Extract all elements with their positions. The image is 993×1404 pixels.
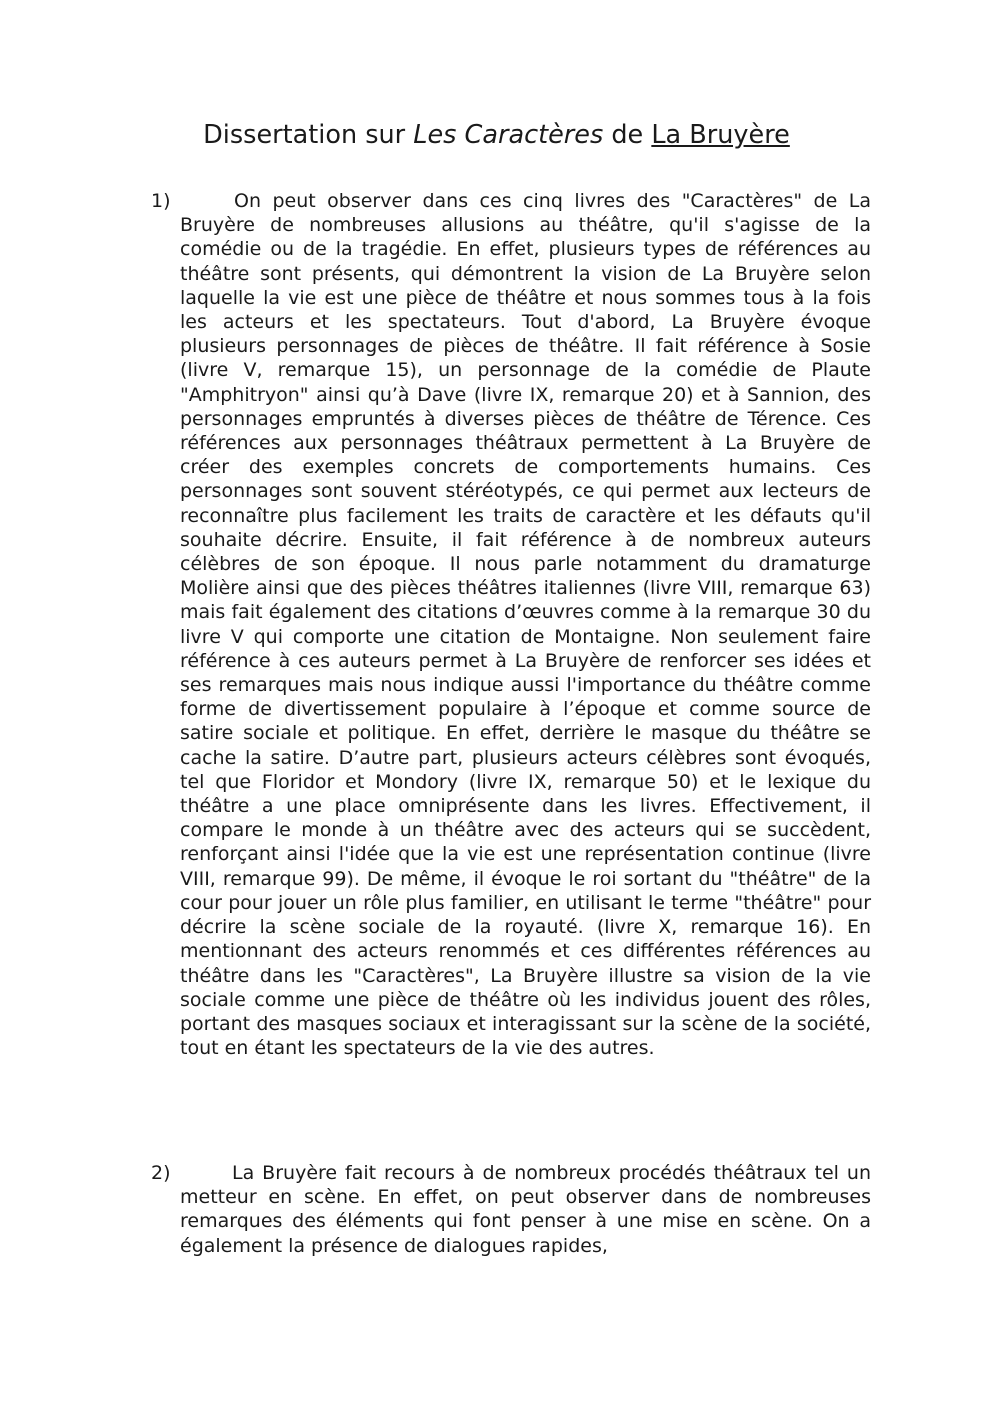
- section-paragraph: On peut observer dans ces cinq livres des "Caractères" de La Bruyère de nombreuses allusions au théâtre, qu'il s'agisse de la comédie ou de la tragédie. En effet, plusieurs types de références au théâtre sont présents, qui démontrent la vision de La Bruyère selon laquelle la vie est une pièce de théâtre et nous sommes tous à la fois les acteurs et les spectateurs. Tout d'abord, La Bruyère évoque plusieurs personnages de pièces de théâtre. Il fait référence à Sosie (livre V, remarque 15), un personnage de la comédie de Plaute "Amphitryon" ainsi qu’à Dave (livre IX, remarque 20) et à Sannion, des personnages empruntés à diverses pièces de théâtre de Térence. Ces références aux personnages théâtraux permettent à La Bruyère de créer des exemples concrets de comportements humains. Ces personnages sont souvent stéréotypés, ce qui permet aux lecteurs de reconnaître plus facilement les traits de caractère et les défauts qu'il souhaite décrire. Ensuite, il fait référence à de nombreux auteurs célèbres de son époque. Il nous parle notamment du dramaturge Molière ainsi que des pièces théâtres italiennes (livre VIII, remarque 63) mais fait également des citations d’œuvres comme à la remarque 30 du livre V qui comporte une citation de Montaigne. Non seulement faire référence à ces auteurs permet à La Bruyère de renforcer ses idées et ses remarques mais nous indique aussi l'importance du théâtre comme forme de divertissement populaire à l’époque et comme source de satire sociale et politique. En effet, derrière le masque du théâtre se cache la satire. D’autre part, plusieurs acteurs célèbres sont évoqués, tel que Floridor et Mondory (livre IX, remarque 50) et le lexique du théâtre a une place omniprésente dans les livres. Effectivement, il compare le monde à un théâtre avec des acteurs qui se succèdent, renforçant ainsi l'idée que la vie est une représentation continue (livre VIII, remarque 99). De même, il évoque le roi sortant du "théâtre" de la cour pour jouer un rôle plus familier, en utilisant le terme "théâtre" pour décrire la scène sociale de la royauté. (livre X, remarque 16). En mentionnant des acteurs renommés et ces différentes références au théâtre dans les "Caractères", La Bruyère illustre sa vision de la vie sociale comme une pièce de théâtre où les individus jouent des rôles, portant des masques sociaux et interagissant sur la scène de la société, tout en étant les spectateurs de la vie des autres.: [180, 190, 871, 1060]
- title-prefix: Dissertation sur: [203, 120, 414, 150]
- section-1: [151, 189, 871, 1060]
- section-2: [151, 1161, 871, 1258]
- title-middle: de: [603, 120, 652, 150]
- page-title: [0, 118, 993, 152]
- title-work: Les Caractères: [413, 120, 604, 150]
- section-number: 2): [151, 1162, 171, 1184]
- section-paragraph: La Bruyère fait recours à de nombreux procédés théâtraux tel un metteur en scène. En effet, on peut observer dans de nombreuses remarques des éléments qui font penser à une mise en scène. On a également la présence de dialogues rapides,: [180, 1162, 871, 1257]
- section-number: 1): [151, 190, 171, 212]
- title-author: La Bruyère: [651, 120, 790, 150]
